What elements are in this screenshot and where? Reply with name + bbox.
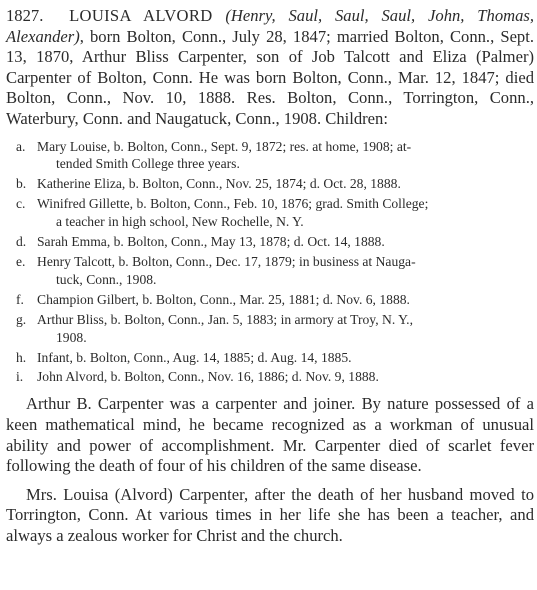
carpenter-paragraph: Arthur B. Carpenter was a carpenter and joiner. By nature possessed of a keen mathematical mind, he became recognized as a workman of unusual ability and power of accomplishment. Mr. Carpenter died of scarlet fever following the death of four of his children of the same disease. (6, 394, 534, 476)
child-text (34, 138, 534, 174)
child-line: Sarah Emma, b. Bolton, Conn., May 13, 1878; d. Oct. 14, 1888. (37, 234, 385, 250)
child-text (34, 175, 534, 193)
list-item (6, 195, 534, 231)
child-letter: f. (16, 291, 24, 307)
child-line: Champion Gilbert, b. Bolton, Conn., Mar. 25, 1881; d. Nov. 6, 1888. (37, 291, 410, 307)
child-line: Infant, b. Bolton, Conn., Aug. 14, 1885; d. Aug. 14, 1885. (37, 349, 352, 365)
list-item (6, 138, 534, 174)
child-continuation: a teacher in high school, New Rochelle, N. Y. (56, 214, 304, 230)
child-text (34, 195, 534, 231)
child-letter: i. (16, 369, 24, 385)
entry-heading (6, 6, 534, 130)
child-continuation: tuck, Conn., 1908. (56, 271, 157, 287)
child-continuation: tended Smith College three years. (56, 156, 240, 172)
child-continuation: 1908. (56, 329, 87, 345)
list-item (6, 175, 534, 193)
child-letter: g. (16, 311, 27, 327)
entry-name: LOUISA ALVORD (69, 6, 213, 25)
list-item (6, 233, 534, 251)
list-item (6, 368, 534, 386)
louisa-paragraph: Mrs. Louisa (Alvord) Carpenter, after the death of her husband moved to Torrington, Conn. At various times in her life she has been a teacher, and always a zealous worker for Christ and the church. (6, 484, 534, 545)
child-letter: a. (16, 138, 26, 154)
list-item (6, 311, 534, 347)
entry-lineage: (Henry, Saul, Saul, Saul, John, Thomas, Alexander) (6, 6, 535, 46)
entry-text: , born Bolton, Conn., July 28, 1847; married Bolton, Conn., Sept. 13, 1870, Arthur Bliss Carpenter, son of Job Talcott and Eliza (Palmer) Carpenter of Bolton, Conn. He was born Bolton, Conn., Mar. 12, 1847; died Bolton, Conn., Nov. 10, 1888. Res. Bolton, Conn., Torrington, Conn., Waterbury, Conn. and Naugatuck, Conn., 1908. Children: (6, 26, 534, 128)
child-text (34, 368, 534, 386)
list-item (6, 291, 534, 309)
list-item (6, 253, 534, 289)
child-line: Arthur Bliss, b. Bolton, Conn., Jan. 5, 1883; in armory at Troy, N. Y., (37, 311, 413, 327)
entry-number: 1827. (6, 6, 44, 25)
child-text (34, 349, 534, 367)
genealogy-page (6, 6, 534, 547)
child-line: Henry Talcott, b. Bolton, Conn., Dec. 17, 1879; in business at Nauga- (37, 254, 416, 269)
children-list (6, 138, 534, 387)
child-line: Winifred Gillette, b. Bolton, Conn., Feb. 10, 1876; grad. Smith College; (37, 196, 429, 212)
child-text (34, 253, 534, 289)
child-line: John Alvord, b. Bolton, Conn., Nov. 16, 1886; d. Nov. 9, 1888. (37, 369, 379, 385)
child-text (34, 233, 534, 251)
child-letter: e. (16, 254, 26, 269)
child-letter: d. (16, 234, 27, 250)
child-text (34, 311, 534, 347)
child-text (34, 291, 534, 309)
child-letter: h. (16, 349, 27, 365)
child-letter: b. (16, 176, 27, 192)
child-line: Mary Louise, b. Bolton, Conn., Sept. 9, 1872; res. at home, 1908; at- (37, 138, 412, 154)
list-item (6, 349, 534, 367)
child-line: Katherine Eliza, b. Bolton, Conn., Nov. 25, 1874; d. Oct. 28, 1888. (37, 176, 401, 192)
child-letter: c. (16, 196, 26, 212)
